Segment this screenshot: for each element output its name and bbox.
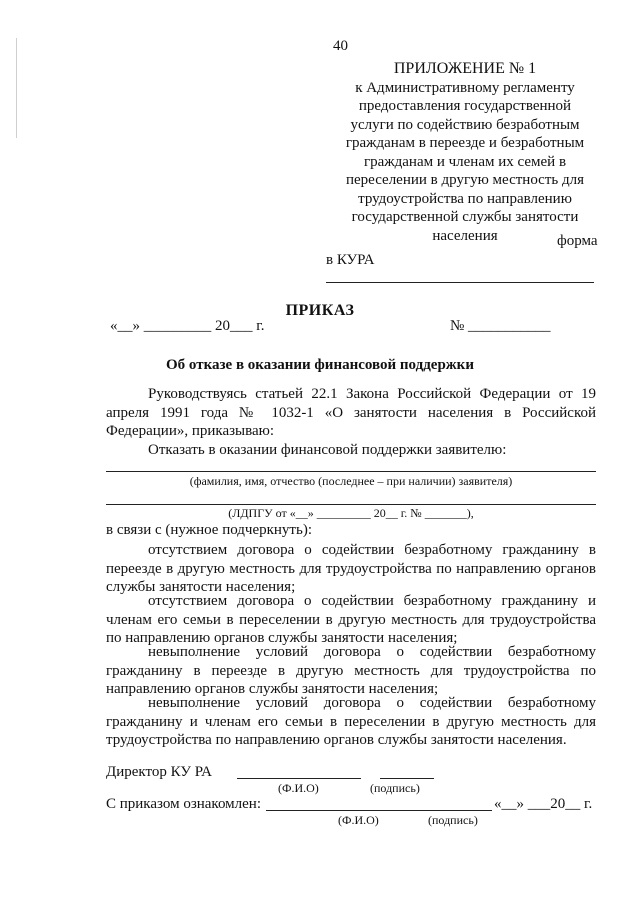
appendix-line: предоставления государственной: [358, 98, 572, 114]
appendix-line: услуги по содействию безработным: [350, 116, 580, 133]
acquainted-sign-caption: (подпись): [428, 813, 478, 827]
acquainted-sign-line: [266, 810, 492, 811]
scan-artifact-line: [16, 38, 17, 138]
form-label: форма: [557, 233, 598, 249]
applicant-name-caption: (фамилия, имя, отчество (последнее – при наличии) заявителя): [189, 474, 513, 488]
reason-item: невыполнение условий договора о содействии безработному гражданину в переезде в другую местность для трудоустройства по направлению органов службы занятости населения;: [106, 644, 596, 697]
director-sign-line: [380, 778, 434, 779]
order-subject: Об отказе в оказании финансовой поддержки: [166, 357, 474, 373]
order-number-field: № ___________: [450, 318, 551, 334]
addressee-line: [326, 282, 594, 283]
order-date-field: «__» _________ 20___ г.: [110, 318, 265, 334]
appendix-line: государственной службы занятости: [351, 209, 579, 225]
appendix-line: гражданам и членам их семей в: [363, 153, 567, 170]
appendix-title: ПРИЛОЖЕНИЕ № 1: [393, 60, 537, 77]
appendix-line: трудоустройства по направлению: [358, 190, 572, 207]
reason-item: отсутствием договора о содействии безработному гражданину и членам его семьи в переселении в другую местность для трудоустройства по направлению органов службы занятости населения;: [106, 593, 596, 646]
appendix-line: гражданам в переезде и безработным: [345, 135, 585, 151]
intro-paragraph: Руководствуясь статьей 22.1 Закона Российской Федерации от 19 апреля 1991 года № 1032-1 «О занятости населения в Российской Федерации», приказываю:: [106, 386, 596, 439]
reason-item: отсутствием договора о содействии безработному гражданину в переезде в другую местность для трудоустройства по направлению органов службы занятости населения;: [106, 542, 596, 595]
director-sign-caption: (подпись): [370, 781, 420, 795]
refuse-paragraph: Отказать в оказании финансовой поддержки заявителю:: [148, 442, 507, 458]
director-label: Директор КУ РА: [106, 764, 212, 780]
reason-item: невыполнение условий договора о содействии безработному гражданину и членам его семьи в переселении в другую местность для трудоустройства по направлению органов службы занятости населения.: [106, 695, 596, 748]
acquainted-fio-caption: (Ф.И.О): [338, 813, 379, 827]
acquainted-label: С приказом ознакомлен:: [106, 796, 262, 812]
ldpgu-caption: (ЛДПГУ от «__» _________ 20__ г. № _______),: [228, 506, 474, 520]
reason-lead: в связи с (нужное подчеркнуть):: [106, 522, 312, 538]
director-fio-caption: (Ф.И.О): [278, 781, 319, 795]
ldpgu-line: [106, 504, 596, 505]
appendix-line: переселении в другую местность для: [345, 172, 585, 188]
document-title: ПРИКАЗ: [285, 302, 355, 319]
appendix-header: [325, 60, 605, 245]
appendix-line: к Административному регламенту: [355, 79, 575, 96]
acquainted-date: «__» ___20__ г.: [494, 796, 593, 812]
applicant-name-line: [106, 471, 596, 472]
director-fio-line: [237, 778, 361, 779]
page-number: 40: [333, 38, 348, 54]
appendix-line: населения: [432, 227, 498, 244]
addressee-label: в КУРА: [326, 252, 375, 268]
